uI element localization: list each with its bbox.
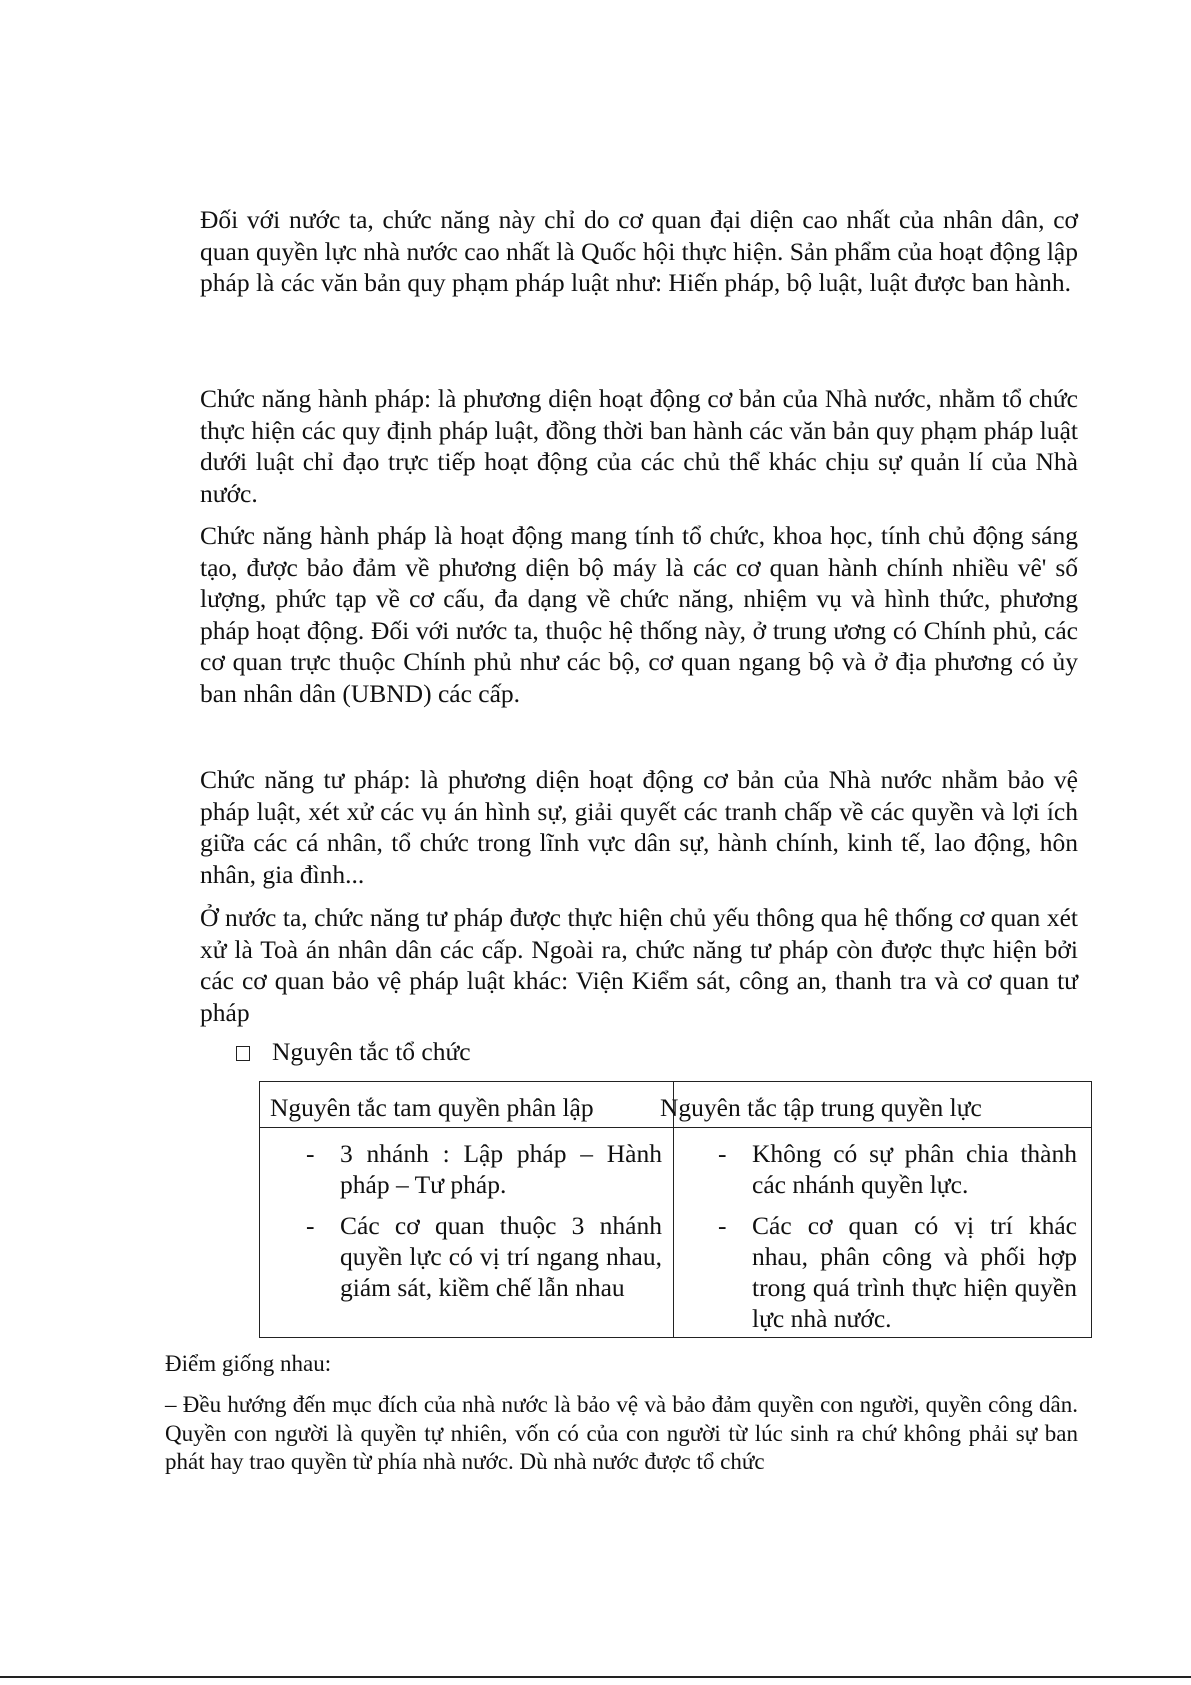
paragraph-executive-definition: Chức năng hành pháp: là phương diện hoạt động cơ bản của Nhà nước, nhằm tổ chức thực hiện các quy định pháp luật, đồng thời ban hành các văn bản quy phạm pháp luật dưới luật chỉ đạo trực tiếp hoạt động của các chủ thể khác chịu sự quản lí của Nhà nước. bbox=[200, 384, 1078, 508]
table-cell-item bbox=[718, 1210, 1077, 1334]
similarities-heading: Điểm giống nhau: bbox=[165, 1351, 332, 1376]
table-cell-item bbox=[306, 1138, 662, 1200]
cell-text: Không có sự phân chia thành các nhánh quyền lực. bbox=[752, 1139, 1077, 1199]
paragraph-judicial-vietnam: Ở nước ta, chức năng tư pháp được thực hiện chủ yếu thông qua hệ thống cơ quan xét xử là Toà án nhân dân các cấp. Ngoài ra, chức năng tư pháp còn được thực hiện bởi các cơ quan bảo vệ pháp luật khác: Viện Kiểm sát, công an, thanh tra và cơ quan tư pháp bbox=[200, 903, 1078, 1027]
paragraph-judicial-definition: Chức năng tư pháp: là phương diện hoạt động cơ bản của Nhà nước nhằm bảo vệ pháp luật, xét xử các vụ án hình sự, giải quyết các tranh chấp về các quyền và lợi ích giữa các cá nhân, tổ chức trong lĩnh vực dân sự, hành chính, kinh tế, lao động, hôn nhân, gia đình... bbox=[200, 765, 1078, 889]
dash-marker: - bbox=[718, 1139, 727, 1168]
paragraph-executive-details: Chức năng hành pháp là hoạt động mang tính tổ chức, khoa học, tính chủ động sáng tạo, được bảo đảm về phương diện bộ máy là các cơ quan hành chính nhiều vê' số lượng, phức tạp về cơ cấu, đa dạng về chức năng, nhiệm vụ và hình thức, phương pháp hoạt động. Đối với nước ta, thuộc hệ thống này, ở trung ương có Chính phủ, các cơ quan trực thuộc Chính phủ như các bộ, cơ quan ngang bộ và ở địa phương có ủy ban nhân dân (UBND) các cấp. bbox=[200, 521, 1078, 708]
page-bottom-rule bbox=[0, 1676, 1191, 1678]
table-cell-item bbox=[718, 1138, 1077, 1200]
dash-marker: - bbox=[306, 1211, 315, 1240]
cell-text: Các cơ quan thuộc 3 nhánh quyền lực có vị trí ngang nhau, giám sát, kiềm chế lẫn nhau bbox=[340, 1211, 662, 1302]
bullet-organization-principles bbox=[236, 1036, 471, 1068]
table-header-divider bbox=[260, 1127, 1091, 1128]
dash-marker: - bbox=[306, 1139, 315, 1168]
dash-marker: - bbox=[718, 1211, 727, 1240]
bullet-label: Nguyên tắc tổ chức bbox=[272, 1037, 471, 1066]
table-header-concentration-of-power: Nguyên tắc tập trung quyền lực bbox=[660, 1093, 982, 1122]
paragraph-legislative-vietnam: Đối với nước ta, chức năng này chỉ do cơ quan đại diện cao nhất của nhân dân, cơ quan quyền lực nhà nước cao nhất là Quốc hội thực hiện. Sản phẩm của hoạt động lập pháp là các văn bản quy phạm pháp luật như: Hiến pháp, bộ luật, luật được ban hành. bbox=[200, 205, 1078, 297]
cell-text: Các cơ quan có vị trí khác nhau, phân công và phối hợp trong quá trình thực hiện quyền lực nhà nước. bbox=[752, 1211, 1077, 1333]
table-header-separation-of-powers: Nguyên tắc tam quyền phân lập bbox=[270, 1093, 594, 1122]
table-cell-item bbox=[306, 1210, 662, 1303]
comparison-table bbox=[259, 1081, 1092, 1338]
checkbox-icon bbox=[236, 1046, 250, 1061]
similarities-paragraph: – Đều hướng đến mục đích của nhà nước là bảo vệ và bảo đảm quyền con người, quyền công dân. Quyền con người là quyền tự nhiên, vốn có của con người từ lúc sinh ra chứ không phải sự ban phát hay trao quyền từ phía nhà nước. Dù nhà nước được tổ chức bbox=[165, 1392, 1078, 1474]
cell-text: 3 nhánh : Lập pháp – Hành pháp – Tư pháp. bbox=[340, 1139, 662, 1199]
